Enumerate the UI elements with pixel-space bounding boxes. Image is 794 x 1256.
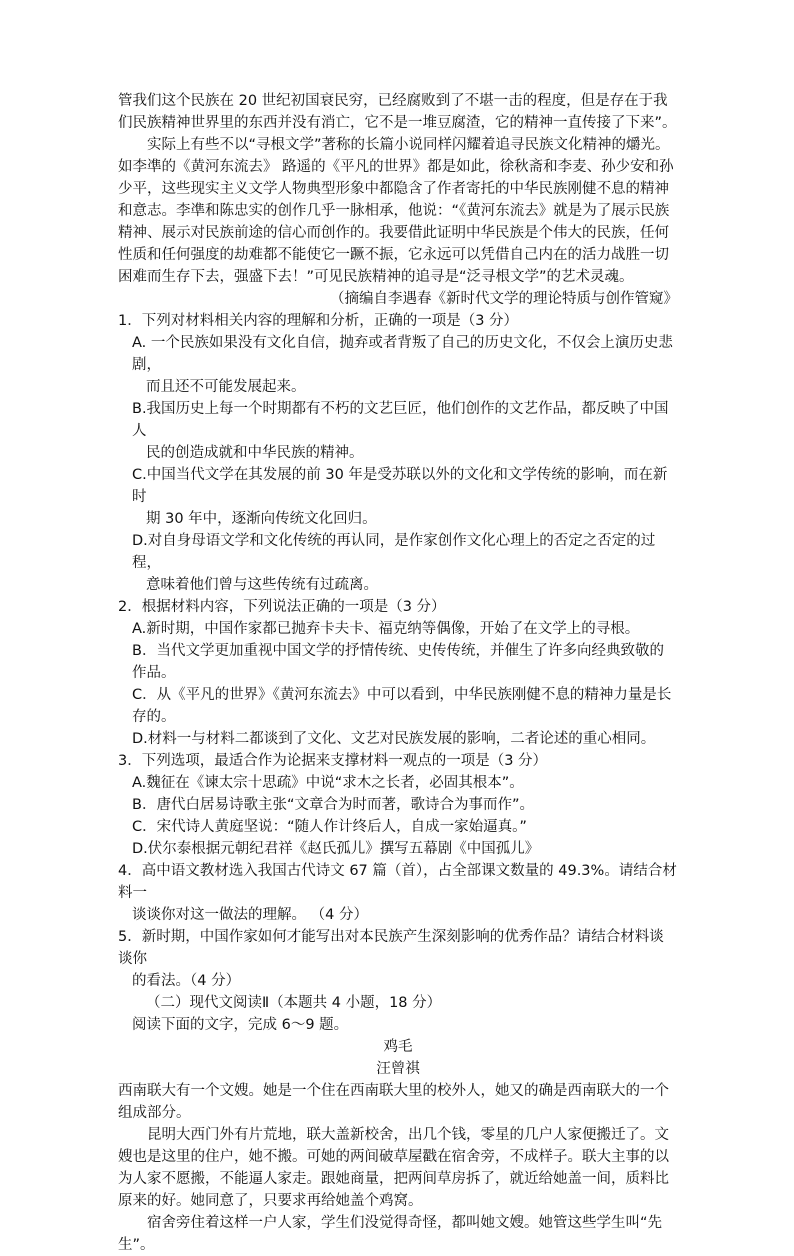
q1-option-b-line2: 民的创造成就和中华民族的精神。 (146, 445, 364, 461)
q1-option-a-line2: 而且还不可能发展起来。 (146, 379, 306, 395)
q1-option-c (118, 464, 678, 530)
q3-option-a: A.魏征在《谏太宗十思疏》中说“求木之长者，必固其根本”。 (132, 775, 524, 791)
source-citation: （摘编自李遇春《新时代文学的理论特质与创作管窥》 (330, 291, 678, 307)
section-heading: （二）现代文阅读Ⅱ（本题共 4 小题，18 分） (146, 995, 442, 1011)
story-author: 汪曾祺 (376, 1061, 420, 1077)
question-4-line1: 4．高中语文教材选入我国古代诗文 67 篇（首），占全部课文数量的 49.3%。请结合材料一 (118, 863, 677, 901)
question-3-stem: 3．下列选项，最适合作为论据来支撑材料一观点的一项是（3 分） (118, 753, 548, 769)
question-2 (118, 596, 678, 750)
q1-option-a (118, 332, 678, 398)
intro-paragraph-1: 管我们这个民族在 20 世纪初国衰民穷，已经腐败到了不堪一击的程度，但是存在于我们民族精神世界里的东西并没有消亡，它不是一堆豆腐渣，它的精神一直传接了下来”。 (118, 93, 677, 131)
q2-option-b: B．当代文学更加重视中国文学的抒情传统、史传传统，并催生了许多向经典致敬的作品。 (132, 643, 664, 681)
question-3 (118, 750, 678, 860)
q2-option-d: D.材料一与材料二都谈到了文化、文艺对民族发展的影响，二者论述的重心相同。 (132, 731, 656, 747)
q2-option-c: C．从《平凡的世界》《黄河东流去》中可以看到，中华民族刚健不息的精神力量是长存的。 (132, 687, 672, 725)
question-1 (118, 310, 678, 596)
reading-instruction: 阅读下面的文字，完成 6～9 题。 (132, 1017, 349, 1033)
story-paragraph-3: 宿舍旁住着这样一户人家，学生们没觉得奇怪，都叫她文嫂。她管这些学生叫“先生”。 (118, 1215, 663, 1253)
q2-option-a: A.新时期，中国作家都已抛弃卡夫卡、福克纳等偶像，开始了在文学上的寻根。 (132, 621, 640, 637)
question-4 (118, 860, 678, 926)
question-5-line1: 5．新时期，中国作家如何才能写出对本民族产生深刻影响的优秀作品？请结合材料谈谈你 (118, 929, 664, 967)
question-4-line2: 谈谈你对这一做法的理解。 （4 分） (132, 907, 368, 923)
q1-option-d-line2: 意味着他们曾与这些传统有过疏离。 (146, 577, 378, 593)
story-paragraph-2: 昆明大西门外有片荒地，联大盖新校舍，出几个钱，零星的几户人家便搬迁了。文嫂也是这里的住户，她不搬。可她的两间破草屋戳在宿舍旁，不成样子。联大主事的以为人家不愿搬，不能逼人家走。跟她商量，把两间草房拆了，就近给她盖一间，质料比原来的好。她同意了，只要求再给她盖个鸡窝。 (118, 1127, 669, 1209)
question-5-line2: 的看法。（4 分） (132, 973, 241, 989)
question-5 (118, 926, 678, 992)
q1-option-d-line1: D.对自身母语文学和文化传统的再认同，是作家创作文化心理上的否定之否定的过程， (132, 533, 656, 571)
q1-option-b-line1: B.我国历史上每一个时期都有不朽的文艺巨匠，他们创作的文艺作品，都反映了中国人 (132, 401, 669, 439)
question-1-stem: 1．下列对材料相关内容的理解和分析，正确的一项是（3 分） (118, 313, 519, 329)
story-paragraph-1: 西南联大有一个文嫂。她是一个住在西南联大里的校外人，她又的确是西南联大的一个组成部分。 (118, 1083, 669, 1121)
q3-option-d: D.伏尔泰根据元朝纪君祥《赵氏孤儿》撰写五幕剧《中国孤儿》 (132, 841, 540, 857)
q1-option-c-line2: 期 30 年中，逐渐向传统文化回归。 (146, 511, 377, 527)
q1-option-d (118, 530, 678, 596)
intro-paragraph-2: 实际上有些不以“寻根文学”著称的长篇小说同样闪耀着追寻民族文化精神的爝光。如李凖的《黄河东流去》 路遥的《平凡的世界》都是如此，徐秋斋和李麦、孙少安和孙少平，这些现实主义文学人物典型形象中都隐含了作者寄托的中华民族刚健不息的精神和意志。李凖和陈忠实的创作几乎一脉相承，他说：“《黄河东流去》就是为了展示民族精神、展示对民族前途的信心而创作的。我要借此证明中华民族是个伟大的民族，任何性质和任何强度的劫难都不能使它一蹶不振，它永远可以凭借自己内在的活力战胜一切困难而生存下去，强盛下去！”可见民族精神的追寻是“泛寻根文学”的艺术灵魂。 (118, 137, 674, 285)
question-2-stem: 2．根据材料内容，下列说法正确的一项是（3 分） (118, 599, 446, 615)
q3-option-c: C．宋代诗人黄庭坚说：“随人作计终后人，自成一家始逼真。” (132, 819, 527, 835)
q1-option-c-line1: C.中国当代文学在其发展的前 30 年是受苏联以外的文化和文学传统的影响，而在新时 (132, 467, 668, 505)
q1-option-a-line1: A. 一个民族如果没有文化自信，抛弃或者背叛了自己的历史文化，不仅会上演历史悲剧， (132, 335, 673, 373)
document-page (118, 90, 678, 1256)
q3-option-b: B．唐代白居易诗歌主张“文章合为时而著，歌诗合为事而作”。 (132, 797, 534, 813)
q1-option-b (118, 398, 678, 464)
story-title: 鸡毛 (383, 1039, 413, 1055)
